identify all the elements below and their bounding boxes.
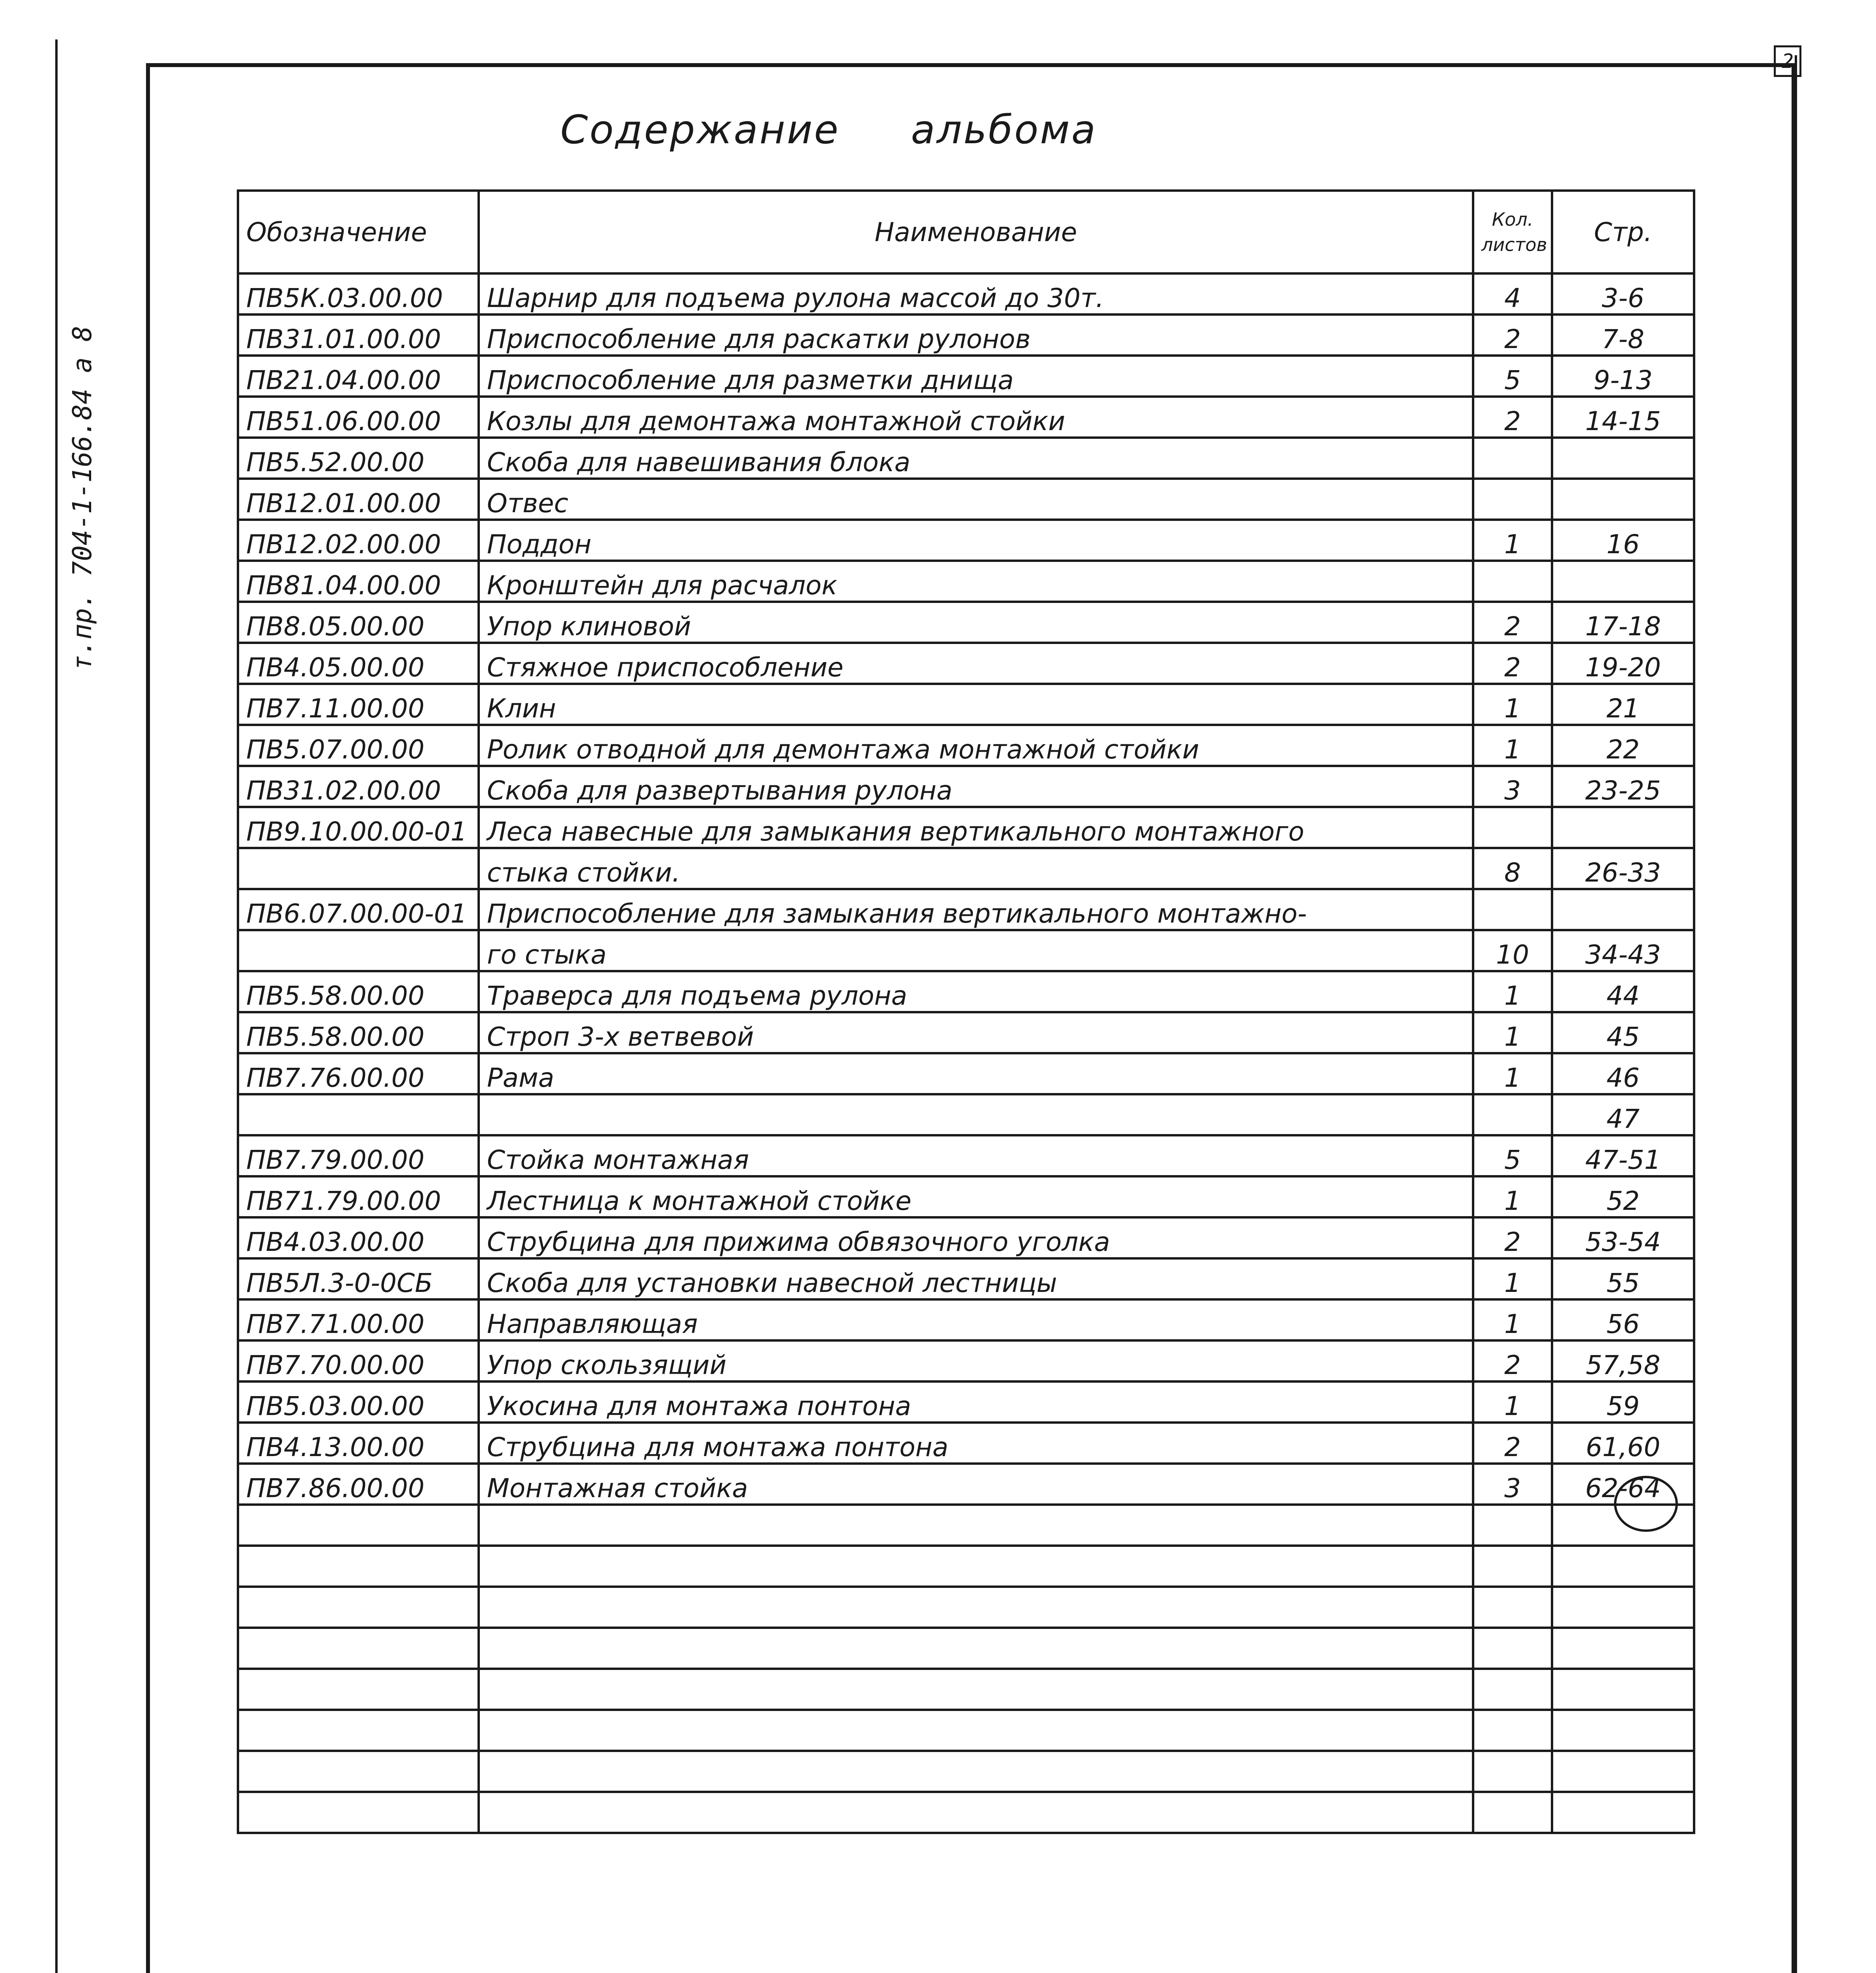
row-sheet-count bbox=[1473, 1587, 1552, 1628]
row-name: стыка стойки. bbox=[479, 848, 1473, 889]
row-code: ПВ5.58.00.00 bbox=[238, 1012, 479, 1053]
row-code: ПВ81.04.00.00 bbox=[238, 561, 479, 602]
page-title-left: Содержание bbox=[560, 107, 840, 153]
row-name: Приспособление для замыкания вертикального монтажно- bbox=[479, 889, 1473, 930]
row-name: Струбцина для прижима обвязочного уголка bbox=[479, 1217, 1473, 1258]
row-code bbox=[238, 1628, 479, 1669]
row-name: Направляющая bbox=[479, 1299, 1473, 1340]
table-row bbox=[238, 273, 1694, 314]
row-name: Отвес bbox=[479, 479, 1473, 520]
row-code: ПВ5.58.00.00 bbox=[238, 971, 479, 1012]
row-name: Укосина для монтажа понтона bbox=[479, 1381, 1473, 1423]
table-row bbox=[238, 1423, 1694, 1464]
row-pages bbox=[1552, 438, 1694, 479]
row-name bbox=[479, 1792, 1473, 1833]
table-row bbox=[238, 1094, 1694, 1135]
row-name: Поддон bbox=[479, 520, 1473, 561]
row-pages bbox=[1552, 1792, 1694, 1833]
table-row bbox=[238, 1258, 1694, 1299]
row-sheet-count bbox=[1473, 807, 1552, 848]
row-name bbox=[479, 1094, 1473, 1135]
row-sheet-count: 4 bbox=[1473, 273, 1552, 314]
row-sheet-count: 1 bbox=[1473, 1258, 1552, 1299]
row-pages: 52 bbox=[1552, 1176, 1694, 1217]
row-code: ПВ5К.03.00.00 bbox=[238, 273, 479, 314]
row-pages: 3-6 bbox=[1552, 273, 1694, 314]
row-sheet-count: 8 bbox=[1473, 848, 1552, 889]
row-pages: 53-54 bbox=[1552, 1217, 1694, 1258]
header-name: Наименование bbox=[479, 191, 1473, 273]
row-code: ПВ5.03.00.00 bbox=[238, 1381, 479, 1423]
page-title bbox=[560, 107, 1097, 153]
row-pages bbox=[1552, 561, 1694, 602]
row-name bbox=[479, 1505, 1473, 1546]
row-name: Леса навесные для замыкания вертикального монтажного bbox=[479, 807, 1473, 848]
table-row bbox=[238, 930, 1694, 971]
row-name: Строп 3-х ветвевой bbox=[479, 1012, 1473, 1053]
row-sheet-count: 1 bbox=[1473, 1176, 1552, 1217]
row-sheet-count bbox=[1473, 1792, 1552, 1833]
row-pages: 22 bbox=[1552, 725, 1694, 766]
row-sheet-count: 1 bbox=[1473, 520, 1552, 561]
table-row bbox=[238, 1464, 1694, 1505]
table-row bbox=[238, 314, 1694, 356]
row-code: ПВ7.79.00.00 bbox=[238, 1135, 479, 1176]
row-name: Рама bbox=[479, 1053, 1473, 1094]
page-title-right: альбома bbox=[911, 107, 1097, 153]
table-row bbox=[238, 1012, 1694, 1053]
table-row bbox=[238, 438, 1694, 479]
row-name: Упор клиновой bbox=[479, 602, 1473, 643]
row-pages: 19-20 bbox=[1552, 643, 1694, 684]
table-row bbox=[238, 848, 1694, 889]
row-name: Кронштейн для расчалок bbox=[479, 561, 1473, 602]
table-row bbox=[238, 1340, 1694, 1381]
row-code: ПВ12.01.00.00 bbox=[238, 479, 479, 520]
row-pages: 9-13 bbox=[1552, 356, 1694, 397]
table-row bbox=[238, 1792, 1694, 1833]
row-name: Шарнир для подъема рулона массой до 30т. bbox=[479, 273, 1473, 314]
corner-sheet-number: 2 bbox=[1774, 45, 1801, 77]
contents-body bbox=[238, 273, 1694, 1833]
row-pages bbox=[1552, 1669, 1694, 1710]
row-sheet-count: 2 bbox=[1473, 1217, 1552, 1258]
row-name: Скоба для установки навесной лестницы bbox=[479, 1258, 1473, 1299]
row-name bbox=[479, 1751, 1473, 1792]
table-row bbox=[238, 1546, 1694, 1587]
row-sheet-count: 10 bbox=[1473, 930, 1552, 971]
row-sheet-count bbox=[1473, 1628, 1552, 1669]
row-name: Клин bbox=[479, 684, 1473, 725]
row-name: Приспособление для раскатки рулонов bbox=[479, 314, 1473, 356]
row-sheet-count: 1 bbox=[1473, 1299, 1552, 1340]
row-name: Скоба для навешивания блока bbox=[479, 438, 1473, 479]
table-row bbox=[238, 807, 1694, 848]
row-sheet-count: 1 bbox=[1473, 725, 1552, 766]
table-row bbox=[238, 561, 1694, 602]
table-row bbox=[238, 1587, 1694, 1628]
table-row bbox=[238, 1217, 1694, 1258]
row-pages: 14-15 bbox=[1552, 397, 1694, 438]
row-pages bbox=[1552, 1587, 1694, 1628]
row-pages bbox=[1552, 889, 1694, 930]
table-row bbox=[238, 1505, 1694, 1546]
row-sheet-count bbox=[1473, 1546, 1552, 1587]
row-sheet-count bbox=[1473, 479, 1552, 520]
row-code bbox=[238, 1587, 479, 1628]
row-sheet-count: 2 bbox=[1473, 602, 1552, 643]
side-archive-stamp: т.пр. 704-1-166.84 а 8 bbox=[67, 326, 97, 671]
table-row bbox=[238, 971, 1694, 1012]
table-row bbox=[238, 356, 1694, 397]
table-row bbox=[238, 889, 1694, 930]
row-code: ПВ21.04.00.00 bbox=[238, 356, 479, 397]
row-name bbox=[479, 1587, 1473, 1628]
row-code bbox=[238, 1505, 479, 1546]
row-pages: 62-64 bbox=[1552, 1464, 1694, 1505]
row-name: Ролик отводной для демонтажа монтажной стойки bbox=[479, 725, 1473, 766]
row-sheet-count: 5 bbox=[1473, 1135, 1552, 1176]
row-pages: 46 bbox=[1552, 1053, 1694, 1094]
row-name: Лестница к монтажной стойке bbox=[479, 1176, 1473, 1217]
table-row bbox=[238, 1751, 1694, 1792]
row-sheet-count: 2 bbox=[1473, 643, 1552, 684]
row-pages: 45 bbox=[1552, 1012, 1694, 1053]
row-code: ПВ12.02.00.00 bbox=[238, 520, 479, 561]
row-code: ПВ51.06.00.00 bbox=[238, 397, 479, 438]
table-row bbox=[238, 397, 1694, 438]
row-pages: 44 bbox=[1552, 971, 1694, 1012]
row-code: ПВ4.03.00.00 bbox=[238, 1217, 479, 1258]
header-page: Стр. bbox=[1552, 191, 1694, 273]
row-name: Монтажная стойка bbox=[479, 1464, 1473, 1505]
row-sheet-count bbox=[1473, 561, 1552, 602]
row-name: Козлы для демонтажа монтажной стойки bbox=[479, 397, 1473, 438]
header-count-line2: листов bbox=[1481, 234, 1547, 255]
row-sheet-count bbox=[1473, 1094, 1552, 1135]
row-sheet-count bbox=[1473, 1505, 1552, 1546]
row-sheet-count bbox=[1473, 1669, 1552, 1710]
row-sheet-count: 2 bbox=[1473, 314, 1552, 356]
table-row bbox=[238, 1710, 1694, 1751]
table-row bbox=[238, 602, 1694, 643]
row-name: Стойка монтажная bbox=[479, 1135, 1473, 1176]
row-name: Струбцина для монтажа понтона bbox=[479, 1423, 1473, 1464]
row-pages: 21 bbox=[1552, 684, 1694, 725]
row-code: ПВ7.76.00.00 bbox=[238, 1053, 479, 1094]
row-sheet-count: 5 bbox=[1473, 356, 1552, 397]
contents-table bbox=[237, 189, 1695, 1834]
row-pages: 23-25 bbox=[1552, 766, 1694, 807]
row-code: ПВ5Л.3-0-0СБ bbox=[238, 1258, 479, 1299]
row-name: Упор скользящий bbox=[479, 1340, 1473, 1381]
row-pages: 47-51 bbox=[1552, 1135, 1694, 1176]
row-code: ПВ31.01.00.00 bbox=[238, 314, 479, 356]
row-pages bbox=[1552, 1628, 1694, 1669]
row-pages: 26-33 bbox=[1552, 848, 1694, 889]
row-code: ПВ4.05.00.00 bbox=[238, 643, 479, 684]
row-code: ПВ31.02.00.00 bbox=[238, 766, 479, 807]
row-sheet-count: 1 bbox=[1473, 1381, 1552, 1423]
row-pages: 34-43 bbox=[1552, 930, 1694, 971]
row-code bbox=[238, 1094, 479, 1135]
row-sheet-count: 2 bbox=[1473, 1423, 1552, 1464]
row-sheet-count bbox=[1473, 438, 1552, 479]
row-sheet-count: 3 bbox=[1473, 1464, 1552, 1505]
row-code: ПВ9.10.00.00-01 bbox=[238, 807, 479, 848]
row-code: ПВ7.71.00.00 bbox=[238, 1299, 479, 1340]
table-row bbox=[238, 1053, 1694, 1094]
row-name bbox=[479, 1628, 1473, 1669]
row-sheet-count: 1 bbox=[1473, 971, 1552, 1012]
row-pages bbox=[1552, 1546, 1694, 1587]
row-sheet-count bbox=[1473, 889, 1552, 930]
table-row bbox=[238, 1299, 1694, 1340]
row-code bbox=[238, 1546, 479, 1587]
table-row bbox=[238, 1628, 1694, 1669]
header-code: Обозначение bbox=[238, 191, 479, 273]
row-code: ПВ7.86.00.00 bbox=[238, 1464, 479, 1505]
row-sheet-count bbox=[1473, 1751, 1552, 1792]
row-sheet-count: 1 bbox=[1473, 1053, 1552, 1094]
row-pages: 55 bbox=[1552, 1258, 1694, 1299]
row-sheet-count bbox=[1473, 1710, 1552, 1751]
row-pages: 61,60 bbox=[1552, 1423, 1694, 1464]
table-row bbox=[238, 766, 1694, 807]
row-code: ПВ8.05.00.00 bbox=[238, 602, 479, 643]
row-name bbox=[479, 1710, 1473, 1751]
table-row bbox=[238, 520, 1694, 561]
row-sheet-count: 3 bbox=[1473, 766, 1552, 807]
row-sheet-count: 1 bbox=[1473, 684, 1552, 725]
row-pages bbox=[1552, 807, 1694, 848]
row-pages: 57,58 bbox=[1552, 1340, 1694, 1381]
row-code: ПВ71.79.00.00 bbox=[238, 1176, 479, 1217]
table-row bbox=[238, 479, 1694, 520]
row-name: Стяжное приспособление bbox=[479, 643, 1473, 684]
table-row bbox=[238, 1669, 1694, 1710]
table-row bbox=[238, 1135, 1694, 1176]
row-pages: 56 bbox=[1552, 1299, 1694, 1340]
row-sheet-count: 1 bbox=[1473, 1012, 1552, 1053]
row-code bbox=[238, 1751, 479, 1792]
row-code bbox=[238, 848, 479, 889]
row-code bbox=[238, 1792, 479, 1833]
row-code bbox=[238, 1710, 479, 1751]
table-row bbox=[238, 1381, 1694, 1423]
table-row bbox=[238, 725, 1694, 766]
row-sheet-count: 2 bbox=[1473, 397, 1552, 438]
table-row bbox=[238, 643, 1694, 684]
row-name: го стыка bbox=[479, 930, 1473, 971]
row-code bbox=[238, 930, 479, 971]
row-sheet-count: 2 bbox=[1473, 1340, 1552, 1381]
row-code: ПВ5.07.00.00 bbox=[238, 725, 479, 766]
row-code bbox=[238, 1669, 479, 1710]
row-pages: 16 bbox=[1552, 520, 1694, 561]
row-code: ПВ7.11.00.00 bbox=[238, 684, 479, 725]
row-pages: 7-8 bbox=[1552, 314, 1694, 356]
row-name bbox=[479, 1546, 1473, 1587]
header-count-line1: Кол. bbox=[1492, 209, 1533, 230]
row-code: ПВ5.52.00.00 bbox=[238, 438, 479, 479]
page-circle-mark bbox=[1614, 1476, 1678, 1532]
row-code: ПВ6.07.00.00-01 bbox=[238, 889, 479, 930]
row-name bbox=[479, 1669, 1473, 1710]
row-name: Приспособление для разметки днища bbox=[479, 356, 1473, 397]
table-header-row bbox=[238, 191, 1694, 273]
row-pages: 47 bbox=[1552, 1094, 1694, 1135]
row-pages bbox=[1552, 1751, 1694, 1792]
row-pages: 17-18 bbox=[1552, 602, 1694, 643]
row-name: Скоба для развертывания рулона bbox=[479, 766, 1473, 807]
table-row bbox=[238, 1176, 1694, 1217]
row-code: ПВ7.70.00.00 bbox=[238, 1340, 479, 1381]
row-pages: 59 bbox=[1552, 1381, 1694, 1423]
row-pages bbox=[1552, 1710, 1694, 1751]
row-pages bbox=[1552, 479, 1694, 520]
table-row bbox=[238, 684, 1694, 725]
header-count bbox=[1473, 191, 1552, 273]
row-name: Траверса для подъема рулона bbox=[479, 971, 1473, 1012]
row-code: ПВ4.13.00.00 bbox=[238, 1423, 479, 1464]
